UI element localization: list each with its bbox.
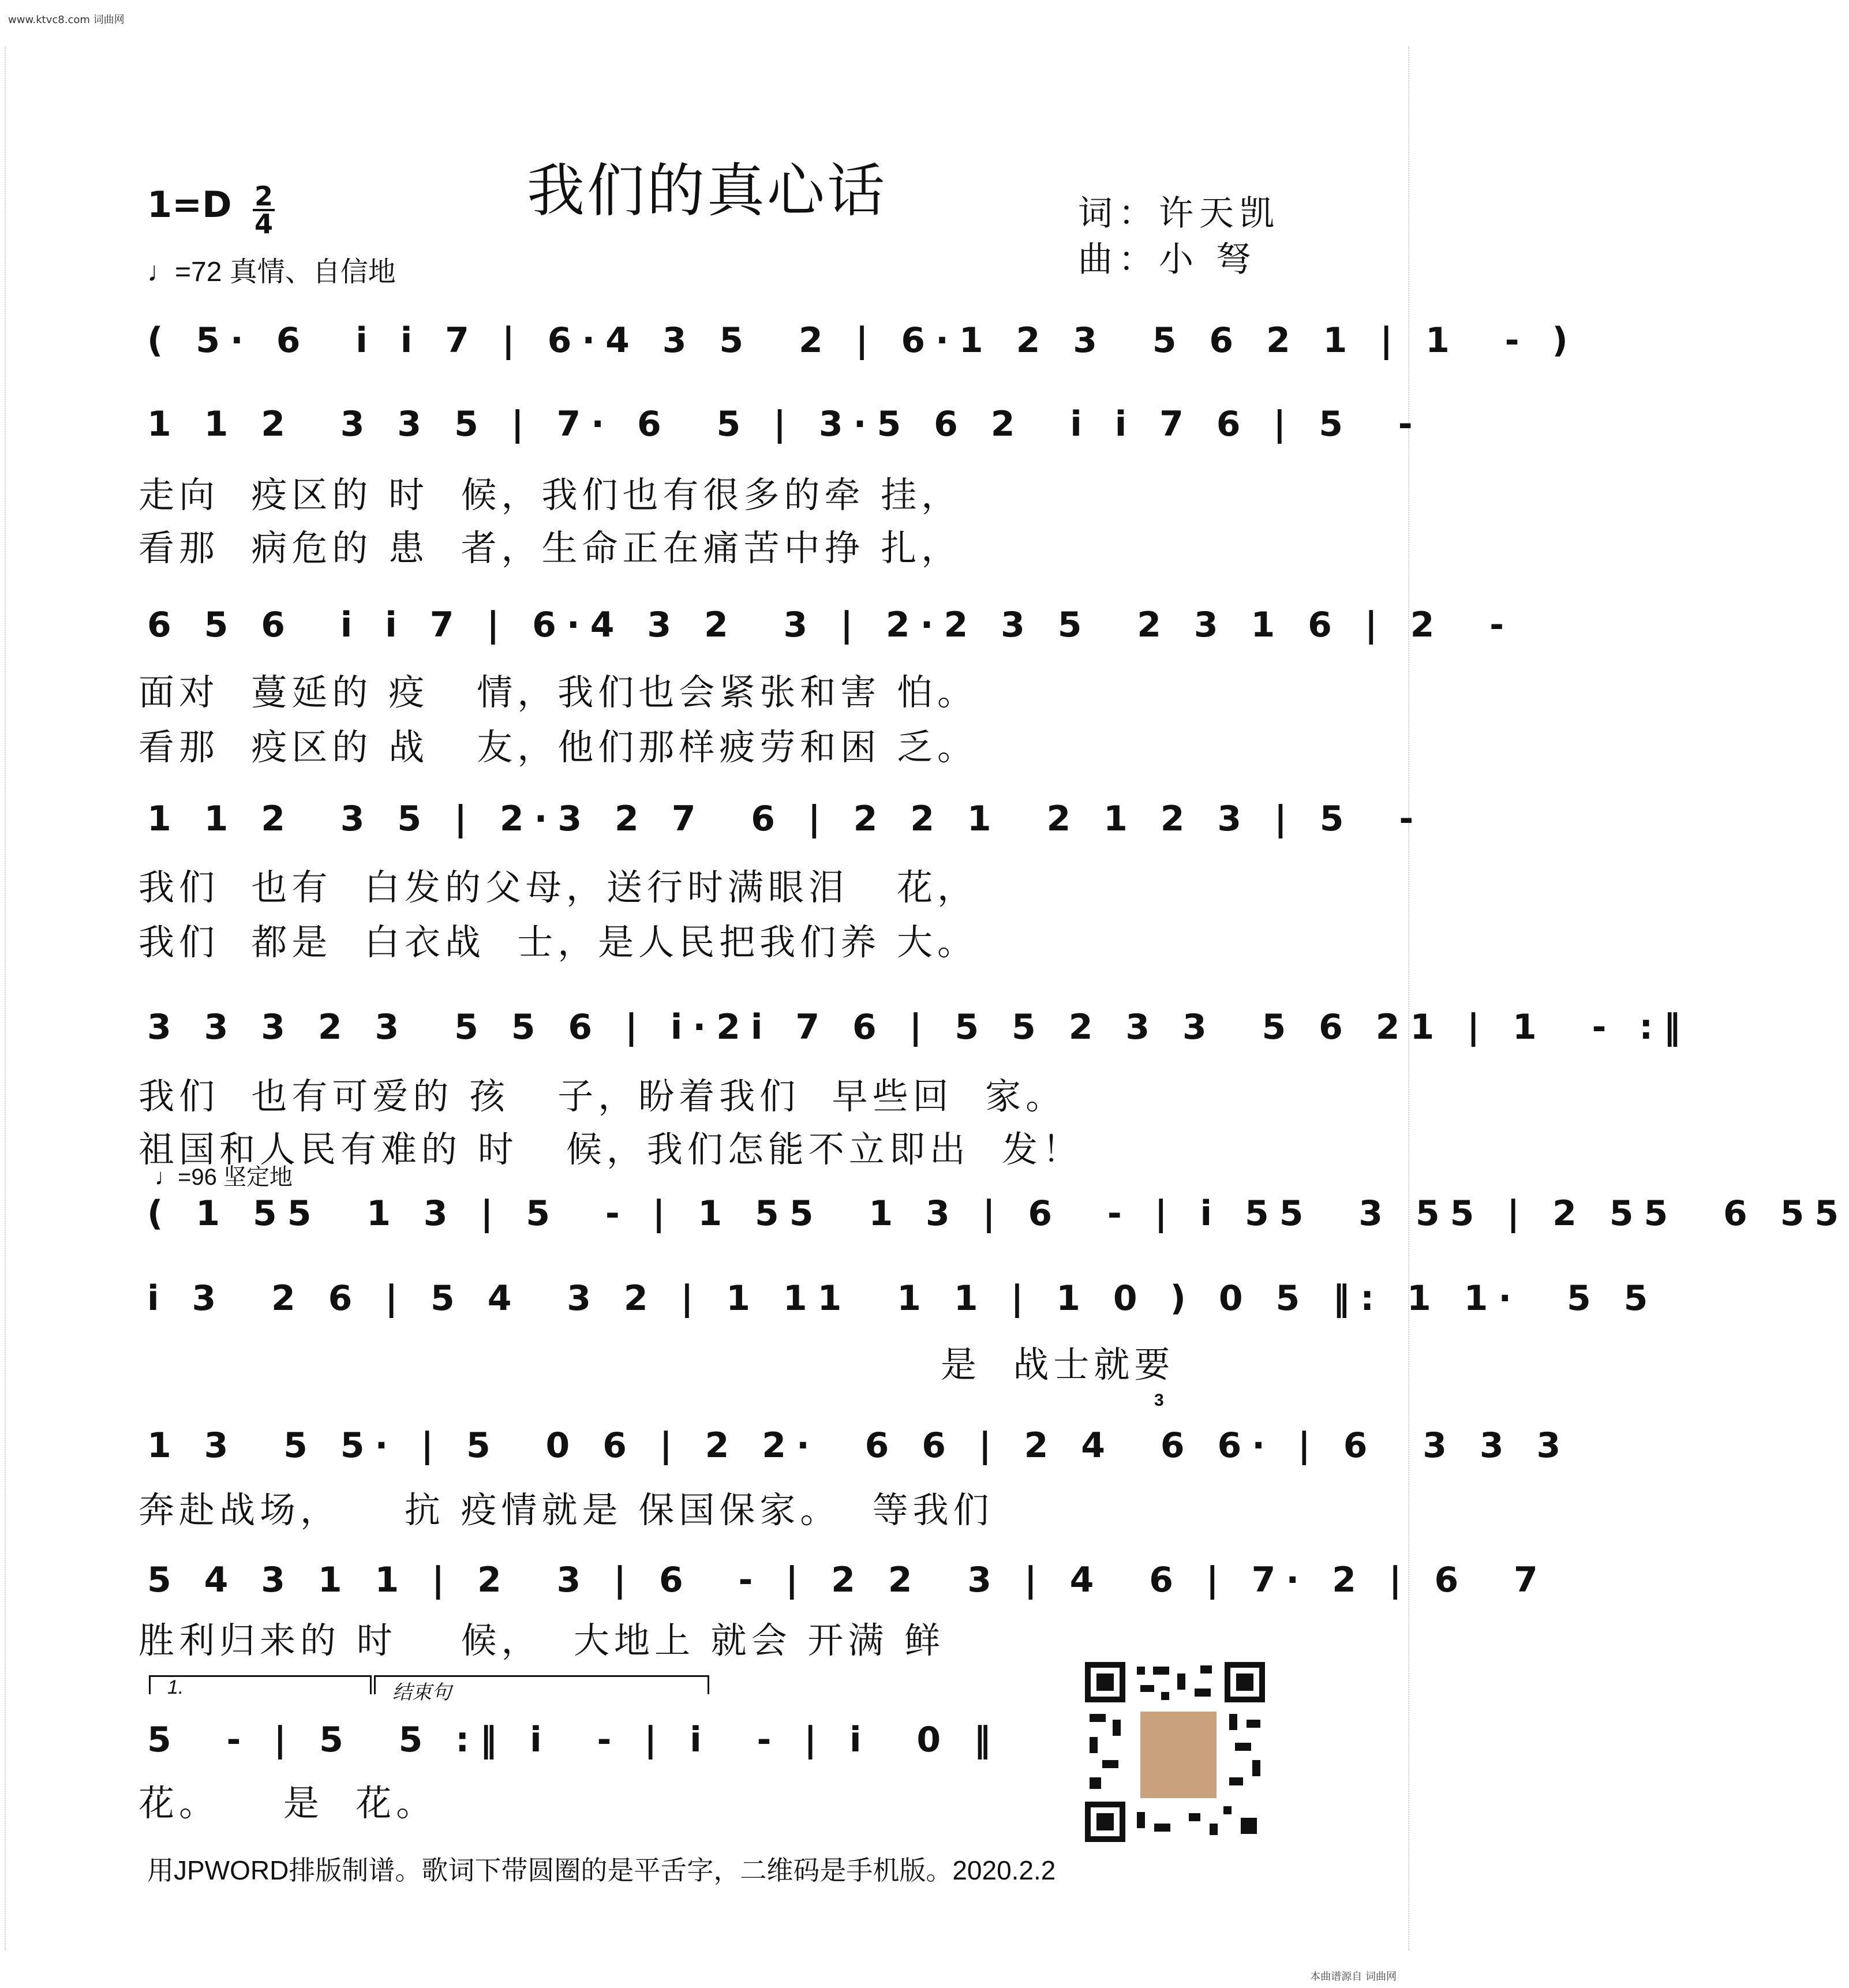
- tempo-change: ♩=96 坚定地: [155, 1165, 293, 1190]
- footer-note: 用JPWORD排版制谱。歌词下带圆圈的是平舌字，二维码是手机版。2020.2.2: [147, 1855, 1056, 1885]
- lyric-line: 祖国和人民有难的 时 候，我们怎能不立即出 发！: [139, 1128, 1083, 1170]
- lyric-line: 我们 也有 白发的父母，送行时满眼泪 花，: [139, 866, 978, 908]
- notation-row: 1 1 2 3 5 | 2·3 2 7 6 | 2 2 1 2 1 2 3 | 5 -: [147, 799, 1424, 839]
- song-title: 我们的真心话: [527, 157, 887, 224]
- lyric-line: 奔赴战场， 抗 疫情就是 保国保家。 等我们: [139, 1489, 994, 1531]
- triplet-mark: 3: [1154, 1391, 1164, 1410]
- key-signature: 1=D: [147, 184, 232, 226]
- notation-row: ( 5· 6 i i 7 | 6·4 3 5 2 | 6·1 2 3 5 6 2 1 | 1 - ): [147, 320, 1578, 361]
- source-mark: 本曲谱源自 词曲网: [1310, 1971, 1397, 1983]
- notation-row: 5 4 3 1 1 | 2 3 | 6 - | 2 2 3 | 4 6 | 7· 2 | 6 7: [147, 1560, 1548, 1600]
- left-margin-watermark: [5, 46, 14, 1950]
- meter-top: 2: [254, 181, 273, 212]
- author-photo: [1137, 1708, 1220, 1802]
- volta-label: 结束句: [392, 1682, 451, 1704]
- composer: 曲：小 弩: [1078, 239, 1257, 280]
- notation-row: ( 1 55 1 3 | 5 - | 1 55 1 3 | 6 - | i 55 3 55 | 2 55 6 55: [147, 1193, 1849, 1234]
- lyric-line: 看那 疫区的 战 友，他们那样疲劳和困 乏。: [139, 726, 978, 768]
- notation-row: 5 - | 5 5 :‖ i - | i - | i 0 ‖: [147, 1720, 1002, 1760]
- time-signature: [253, 181, 275, 239]
- lyric-line: 我们 都是 白衣战 士，是人民把我们养 大。: [139, 921, 978, 963]
- volta-label: 1.: [167, 1676, 184, 1698]
- notation-row: i 3 2 6 | 5 4 3 2 | 1 11 1 1 | 1 0 ) 0 5 ‖: 1 1· 5 5: [147, 1278, 1659, 1319]
- notation-row: 1 1 2 3 3 5 | 7· 6 5 | 3·5 6 2 i i 7 6 | 5 -: [147, 404, 1423, 444]
- lyric-line: 面对 蔓延的 疫 情，我们也会紧张和害 怕。: [139, 671, 978, 713]
- notation-row: 6 5 6 i i 7 | 6·4 3 2 3 | 2·2 3 5 2 3 1 6 | 2 -: [147, 605, 1515, 645]
- tempo-marking: ♩=72 真情、自信地: [147, 257, 396, 287]
- lyric-line: 花。 是 花。: [139, 1782, 437, 1824]
- lyricist: 词：许天凯: [1078, 193, 1280, 234]
- lyric-line: 我们 也有可爱的 孩 子，盼着我们 早些回 家。: [139, 1075, 1066, 1117]
- meter-bottom: 4: [254, 208, 273, 239]
- lyric-line: 胜利归来的 时 候， 大地上 就会 开满 鲜: [139, 1619, 945, 1661]
- lyric-line: 走向 疫区的 时 候，我们也有很多的牵 挂，: [139, 474, 962, 516]
- lyric-line: 看那 病危的 患 者，生命正在痛苦中挣 扎，: [139, 527, 962, 569]
- site-mark: www.ktvc8.com 词曲网: [8, 14, 125, 26]
- lyric-line: 是 战士就要: [941, 1343, 1175, 1386]
- notation-row: 3 3 3 2 3 5 5 6 | i·2i 7 6 | 5 5 2 3 3 5 6 21 | 1 - :‖: [147, 1007, 1691, 1047]
- notation-row: 1 3 5 5· | 5 0 6 | 2 2· 6 6 | 2 4 6 6· | 6 3 3 3: [147, 1425, 1571, 1466]
